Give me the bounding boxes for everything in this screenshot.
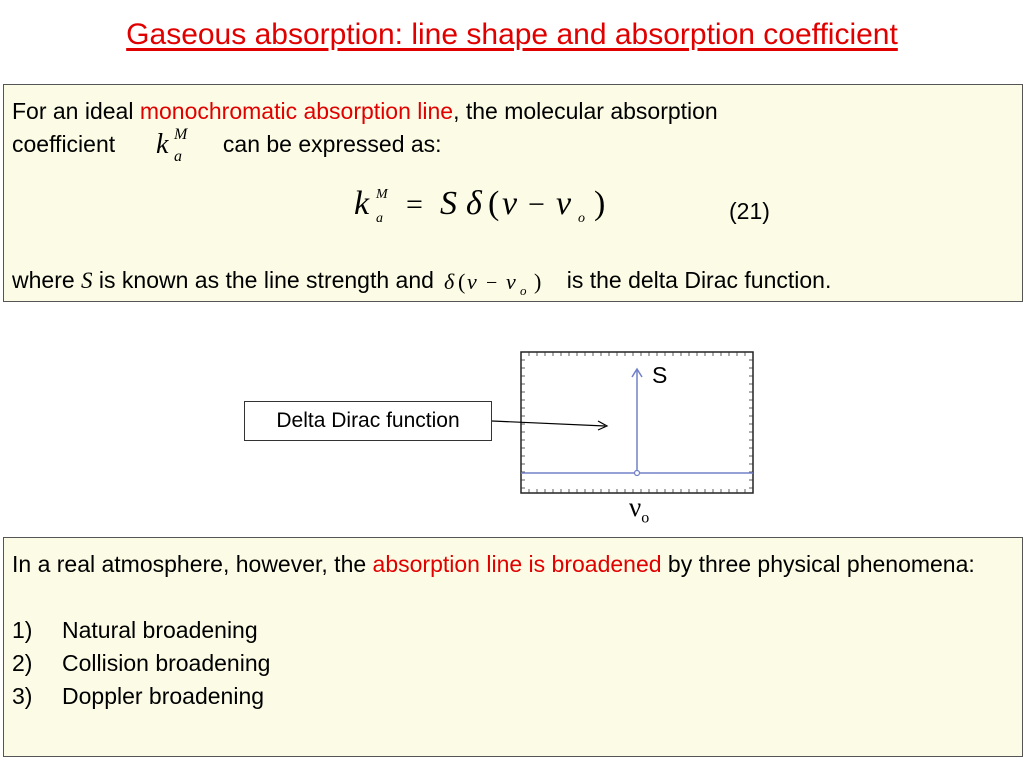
list-text: Natural broadening: [62, 617, 258, 643]
math-minus: −: [528, 188, 545, 221]
math-sup-m: M: [376, 187, 388, 202]
line-strength-symbol: S: [81, 268, 93, 293]
spike-base-point: [635, 471, 640, 476]
list-item: [12, 680, 1014, 713]
broadening-box: [3, 537, 1023, 757]
math-delta: δ: [466, 185, 482, 222]
text-segment: where: [12, 267, 82, 293]
delta-dirac-symbol: [440, 267, 560, 297]
highlight-monochromatic: monochromatic absorption line: [139, 98, 454, 124]
text-segment: can be expressed as:: [222, 131, 442, 157]
math-nu: ν: [556, 185, 572, 222]
math-rparen: ): [594, 185, 606, 222]
list-number: 1): [12, 617, 33, 643]
list-item: [12, 614, 1014, 647]
math-sub-o: o: [578, 211, 585, 226]
math-lparen: (: [488, 185, 500, 222]
math-rparen: ): [534, 268, 542, 294]
definition-box: [3, 84, 1023, 302]
text-segment: In a real atmosphere, however, the: [12, 551, 373, 577]
nu-o-label: [629, 492, 649, 527]
peak-label: S: [652, 362, 668, 388]
math-sup-m: M: [174, 126, 188, 143]
text-segment: by three physical phenomena:: [661, 551, 975, 577]
math-sub-a: a: [174, 148, 182, 165]
math-sub-o: o: [520, 282, 527, 297]
math-s: S: [440, 185, 457, 222]
text-segment: For an ideal: [12, 98, 140, 124]
definition-line-3: [12, 264, 831, 297]
math-k: k: [156, 129, 169, 160]
list-text: Doppler broadening: [62, 683, 265, 709]
math-nu: ν: [506, 268, 517, 294]
text-segment: coefficient: [12, 131, 116, 157]
math-delta: δ: [444, 268, 455, 294]
math-nu: ν: [467, 268, 478, 294]
list-number: 3): [12, 683, 33, 709]
broadening-intro: [12, 548, 1014, 581]
equation-21: [344, 180, 644, 230]
math-equals: =: [406, 188, 423, 221]
list-item: [12, 647, 1014, 680]
list-text: Collision broadening: [62, 650, 271, 676]
math-lparen: (: [458, 268, 466, 294]
absorption-coefficient-symbol: [152, 123, 212, 173]
math-k: k: [354, 185, 370, 222]
math-minus: −: [486, 271, 498, 294]
nu-symbol: ν: [629, 492, 642, 522]
delta-dirac-callout: Delta Dirac function: [244, 401, 492, 441]
text-segment: is known as the line strength and: [92, 267, 441, 293]
page-title: Gaseous absorption: line shape and absorption coefficient: [126, 18, 898, 51]
highlight-broadened: absorption line is broadened: [372, 551, 662, 577]
text-segment: is the delta Dirac function.: [560, 267, 832, 293]
math-nu: ν: [502, 185, 518, 222]
nu-subscript: o: [641, 509, 650, 527]
math-sub-a: a: [376, 211, 383, 226]
spacer: [12, 581, 1014, 614]
text-segment: , the molecular absorption: [453, 98, 718, 124]
equation-number: (21): [729, 198, 770, 224]
list-number: 2): [12, 650, 33, 676]
broadening-list: [12, 614, 1014, 713]
